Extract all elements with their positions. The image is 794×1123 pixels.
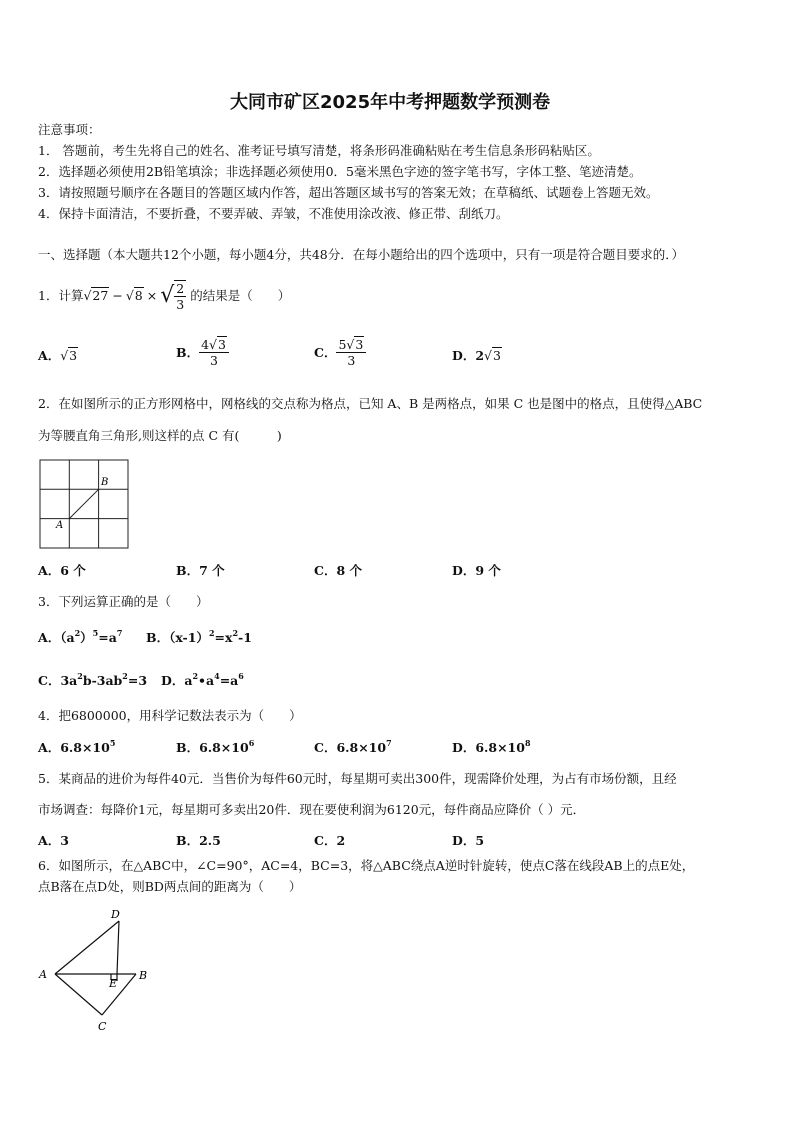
- q5-option-c[interactable]: C．2: [314, 833, 346, 848]
- frac-den: 3: [176, 297, 185, 312]
- q4-option-a[interactable]: A．$6.8\times 10^5$: [38, 738, 116, 755]
- notice-item-1: 1． 答题前，考生先将自己的姓名、准考证号填写清楚，将条形码准确粘贴在考生信息条形码粘贴区。: [38, 143, 600, 158]
- notice-item-2: 2．选择题必须使用2B铅笔填涂；非选择题必须使用0．5毫米黑色字迹的签字笔书写，字体工整、笔迹清楚。: [38, 164, 642, 179]
- q2-grid-figure: [38, 458, 130, 550]
- q5-stem-line2: 市场调查：每降价1元，每星期可多卖出20件．现在要使利润为6120元，每件商品应降价（ ）元．: [38, 802, 586, 817]
- q2-option-d[interactable]: D．9 个: [452, 563, 501, 578]
- q1-option-d[interactable]: D．2√3: [452, 348, 501, 363]
- frac-num: 2: [176, 281, 185, 296]
- q5-option-d[interactable]: D．5: [452, 833, 485, 848]
- point-c-label: C: [98, 1020, 107, 1033]
- point-b-label: B: [139, 969, 148, 982]
- q6-triangle-figure: [34, 903, 159, 1035]
- q4-option-b[interactable]: B．$6.8\times 10^6$: [176, 738, 255, 755]
- q1-option-c[interactable]: C． $\frac{5√3}{3}$: [314, 337, 366, 368]
- q1-option-b[interactable]: B． $\frac{4√3}{3}$: [176, 337, 229, 368]
- page-title: 大同市矿区2025年中考押题数学预测卷: [230, 92, 551, 113]
- sqrt-fraction: √ $\frac{2}{3}$: [160, 281, 185, 312]
- point-a-label: A: [56, 520, 64, 531]
- q2-option-b[interactable]: B．7 个: [176, 563, 225, 578]
- minus-sign: −: [112, 288, 123, 303]
- q5-option-b[interactable]: B．2.5: [176, 833, 221, 848]
- point-e-label: E: [109, 977, 118, 990]
- q1-stem: [38, 278, 290, 314]
- sqrt-27: √27: [83, 288, 109, 303]
- q6-stem-line2: 点B落在点D处，则BD两点间的距离为（ ）: [38, 879, 302, 894]
- q3-option-b[interactable]: B．$(x-1)^2=x^2-1$: [146, 628, 252, 645]
- notice-heading: 注意事项：: [38, 122, 101, 137]
- section-heading: 一、选择题（本大题共12个小题，每小题4分，共48分．在每小题给出的四个选项中，只有一项是符合题目要求的．）: [38, 247, 685, 262]
- q5-stem-line1: 5．某商品的进价为每件40元．当售价为每件60元时，每星期可卖出300件，现需降价处理，为占有市场份额，且经: [38, 771, 677, 786]
- point-b-label: B: [101, 477, 109, 488]
- q3-stem: 3．下列运算正确的是（ ）: [38, 594, 209, 609]
- q6-stem-line1: 6．如图所示，在△ABC中，∠C=90°，AC=4，BC=3，将△ABC绕点A逆时针旋转，使点C落在线段AB上的点E处，: [38, 858, 695, 873]
- q1-prefix: 1．计算: [38, 288, 84, 303]
- q1-option-a[interactable]: A．√3: [38, 348, 78, 363]
- q4-option-d[interactable]: D．$6.8\times 10^8$: [452, 738, 531, 755]
- q3-option-a[interactable]: A．$(a^2)^5=a^7$: [38, 628, 123, 645]
- q2-stem-line2: 为等腰直角三角形,则这样的点 C 有( ): [38, 428, 282, 443]
- q4-stem: 4．把6800000，用科学记数法表示为（ ）: [38, 708, 302, 723]
- point-d-label: D: [111, 908, 120, 921]
- q3-option-c[interactable]: C．$3a^2b-3ab^2=3$: [38, 671, 148, 688]
- q3-option-d[interactable]: D．$a^2•a^4=a^6$: [161, 671, 244, 688]
- notice-item-4: 4．保持卡面清洁，不要折叠，不要弄破、弄皱，不准使用涂改液、修正带、刮纸刀。: [38, 206, 509, 221]
- times-sign: ×: [146, 288, 158, 303]
- q1-suffix: 的结果是（ ）: [190, 288, 291, 303]
- q2-stem-line1: 2．在如图所示的正方形网格中，网格线的交点称为格点，已知 A、B 是两格点，如果 C 也是图中的格点，且使得△ABC: [38, 396, 703, 411]
- q2-option-c[interactable]: C．8 个: [314, 563, 362, 578]
- q2-option-a[interactable]: A．6 个: [38, 563, 86, 578]
- q4-option-c[interactable]: C．$6.8\times 10^7$: [314, 738, 392, 755]
- q5-option-a[interactable]: A．3: [38, 833, 69, 848]
- notice-item-3: 3．请按照题号顺序在各题目的答题区域内作答，超出答题区域书写的答案无效；在草稿纸、试题卷上答题无效。: [38, 185, 659, 200]
- point-a-label: A: [39, 968, 47, 981]
- sqrt-8: √8: [125, 288, 143, 303]
